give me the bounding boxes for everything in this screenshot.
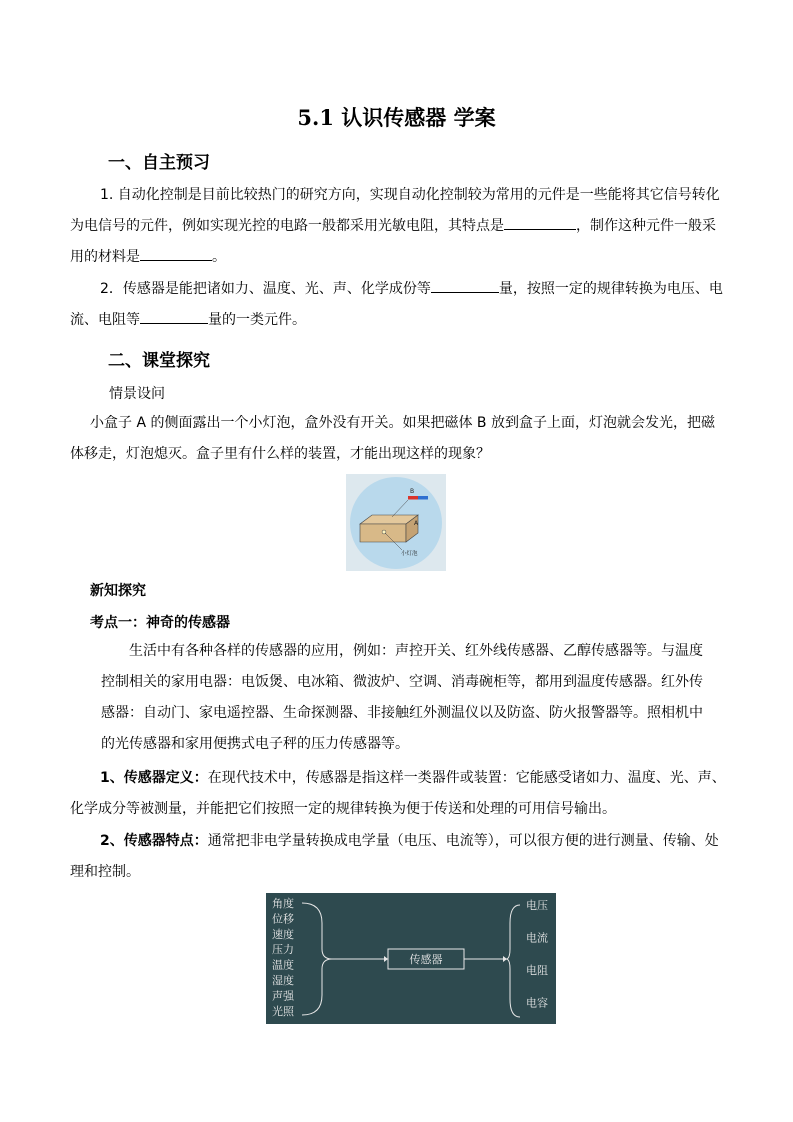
body-line: 生活中有各种各样的传感器的应用，例如：声控开关、红外线传感器、乙醇传感器等。与温度 bbox=[129, 643, 703, 659]
scene-paragraph bbox=[70, 408, 730, 470]
feature-paragraph bbox=[70, 826, 730, 888]
q1-text-b: ，制作这种元件一般采 bbox=[576, 218, 716, 234]
scene-label: 情景设问 bbox=[109, 386, 165, 402]
definition-paragraph bbox=[70, 763, 730, 825]
section-heading-explore: 二、课堂探究 bbox=[108, 351, 210, 371]
input-quantity-label: 速度 bbox=[272, 927, 294, 941]
sensor-label: 传感器 bbox=[409, 953, 443, 966]
body-line: 控制相关的家用电器：电饭煲、电冰箱、微波炉、空调、消毒碗柜等，都用到温度传感器。红外传 bbox=[101, 674, 703, 690]
point-one-title: 考点一：神奇的传感器 bbox=[90, 615, 230, 631]
q2-line-1 bbox=[70, 274, 730, 305]
preview-question-1 bbox=[70, 180, 730, 273]
body-line: 感器：自动门、家电遥控器、生命探测器、非接触红外测温仪以及防盗、防火报警器等。照相机中 bbox=[101, 705, 703, 721]
input-quantity-label: 声强 bbox=[272, 989, 294, 1003]
q2-text-b: 量，按照一定的规律转换为电压、电 bbox=[498, 281, 723, 297]
label-b: B bbox=[410, 488, 415, 495]
q1-text-d: 。 bbox=[212, 249, 226, 265]
answer-blank[interactable] bbox=[140, 308, 208, 324]
box-magnet-figure bbox=[346, 474, 446, 571]
preview-question-2 bbox=[70, 274, 730, 336]
definition-line-2: 化学成分等被测量，并能把它们按照一定的规律转换为便于传送和处理的可用信号输出。 bbox=[70, 801, 616, 817]
label-a: A bbox=[414, 520, 419, 527]
magnet-south bbox=[418, 496, 428, 500]
body-line: 的光传感器和家用便携式电子秤的压力传感器等。 bbox=[101, 736, 409, 752]
input-quantity-label: 温度 bbox=[272, 958, 294, 972]
input-quantity-label: 压力 bbox=[272, 943, 294, 957]
output-quantity-label: 电流 bbox=[526, 931, 548, 945]
answer-blank[interactable] bbox=[140, 245, 212, 261]
q1-line-1: 1. 自动化控制是目前比较热门的研究方向，实现自动化控制较为常用的元件是一些能将其它信号转化 bbox=[100, 187, 720, 203]
q1-text-a: 为电信号的元件，例如实现光控的电路一般都采用光敏电阻，其特点是 bbox=[70, 218, 504, 234]
label-bulb: 小灯泡 bbox=[401, 551, 418, 557]
q1-text-c: 用的材料是 bbox=[70, 249, 140, 265]
magnet-north bbox=[408, 496, 418, 500]
applications-paragraph bbox=[101, 636, 741, 760]
definition-line-1 bbox=[70, 763, 730, 794]
scene-line-1: 小盒子 A 的侧面露出一个小灯泡，盒外没有开关。如果把磁体 B 放到盒子上面，灯泡就会发光，把磁 bbox=[90, 415, 715, 431]
input-quantity-label: 位移 bbox=[272, 912, 294, 926]
definition-text: 在现代技术中，传感器是指这样一类器件或装置：它能感受诸如力、温度、光、声、 bbox=[207, 770, 726, 786]
definition-label: 1、传感器定义： bbox=[100, 770, 208, 786]
scene-line-2: 体移走，灯泡熄灭。盒子里有什么样的装置，才能出现这样的现象？ bbox=[70, 446, 490, 462]
q1-line-3 bbox=[70, 242, 730, 273]
feature-label: 2、传感器特点： bbox=[100, 833, 208, 849]
section-heading-preview: 一、自主预习 bbox=[108, 153, 210, 173]
input-quantity-label: 湿度 bbox=[272, 974, 294, 987]
answer-blank[interactable] bbox=[504, 214, 576, 230]
input-quantity-label: 角度 bbox=[272, 897, 294, 910]
output-quantity-label: 电压 bbox=[526, 899, 548, 912]
new-knowledge-label: 新知探究 bbox=[90, 583, 146, 599]
page-title: 5.1 认识传感器 学案 bbox=[297, 105, 496, 130]
q1-line-2 bbox=[70, 211, 730, 242]
output-quantity-label: 电容 bbox=[526, 996, 548, 1010]
feature-text: 通常把非电学量转换成电学量（电压、电流等），可以很方便的进行测量、传输、处 bbox=[207, 833, 719, 849]
q2-text-d: 量的一类元件。 bbox=[208, 312, 306, 328]
answer-blank[interactable] bbox=[431, 277, 499, 293]
q2-line-2 bbox=[70, 305, 730, 336]
output-quantity-label: 电阻 bbox=[526, 964, 548, 977]
input-quantity-label: 光照 bbox=[272, 1004, 294, 1018]
feature-line-2: 理和控制。 bbox=[70, 864, 140, 880]
q2-text-c: 流、电阻等 bbox=[70, 312, 140, 328]
q2-text-a: 2．传感器是能把诸如力、温度、光、声、化学成份等 bbox=[100, 281, 431, 297]
feature-line-1 bbox=[70, 826, 730, 857]
sensor-diagram bbox=[266, 893, 556, 1024]
